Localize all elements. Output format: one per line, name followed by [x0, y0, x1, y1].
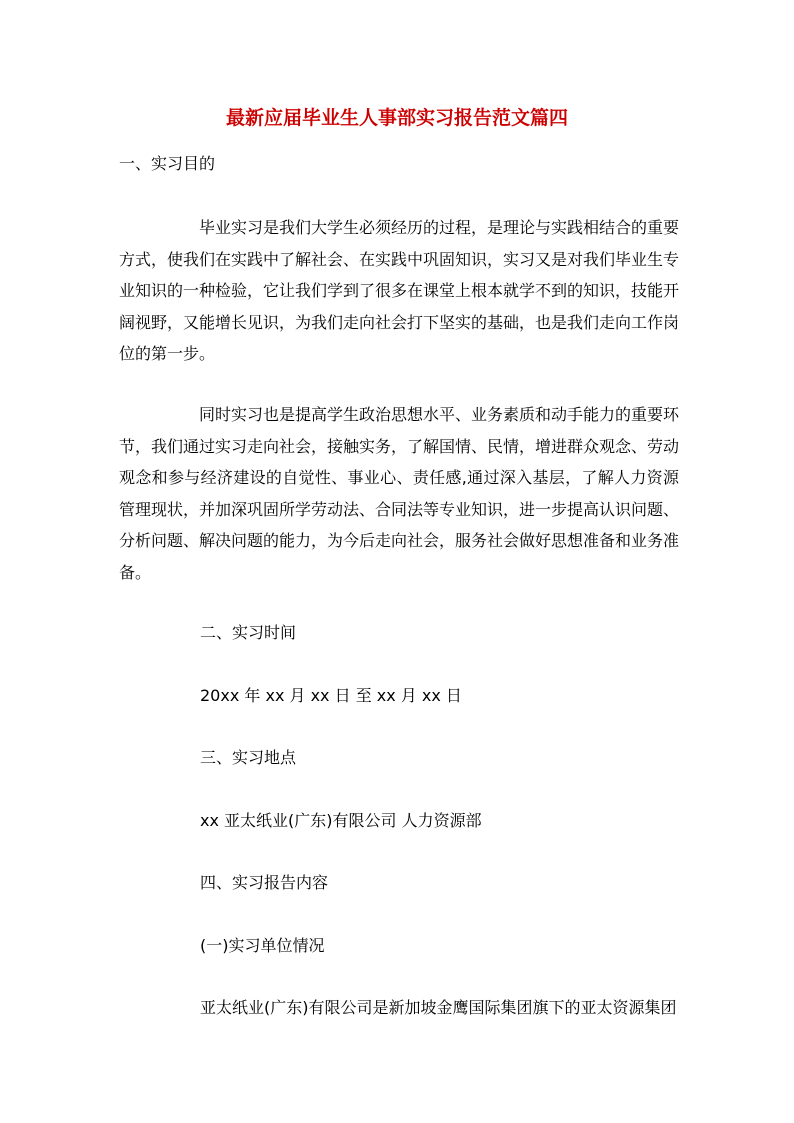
document-title: 最新应届毕业生人事部实习报告范文篇四 [225, 107, 568, 129]
subsection-heading-company: (一)实习单位情况 [200, 936, 325, 955]
section-heading-time: 二、实习时间 [200, 623, 297, 642]
section-heading-place: 三、实习地点 [200, 748, 297, 767]
section-heading-content: 四、实习报告内容 [200, 873, 329, 892]
internship-time-text: 20xx 年 xx 月 xx 日 至 xx 月 xx 日 [200, 686, 462, 705]
company-intro-text: 亚太纸业(广东)有限公司是新加坡金鹰国际集团旗下的亚太资源集团 [200, 998, 677, 1017]
paragraph-purpose-1: 毕业实习是我们大学生必须经历的过程，是理论与实践相结合的重要方式，使我们在实践中了解社会、在实践中巩固知识，实习又是对我们毕业生专业知识的一种检验，它让我们学到了很多在课堂上根本就学不到的知识，技能开阔视野，又能增长见识，为我们走向社会打下坚实的基础，也是我们走向工作岗位的第一步。 [119, 218, 680, 363]
internship-place-text: xx 亚太纸业(广东)有限公司 人力资源部 [200, 811, 482, 830]
section-heading-purpose: 一、实习目的 [119, 154, 216, 173]
paragraph-purpose-2: 同时实习也是提高学生政治思想水平、业务素质和动手能力的重要环节，我们通过实习走向社会，接触实务，了解国情、民情，增进群众观念、劳动观念和参与经济建设的自觉性、事业心、责任感,通过深入基层，了解人力资源管理现状，并加深巩固所学劳动法、合同法等专业知识，进一步提高认识问题、分析问题、解决问题的能力，为今后走向社会，服务社会做好思想准备和业务准备。 [119, 405, 680, 582]
